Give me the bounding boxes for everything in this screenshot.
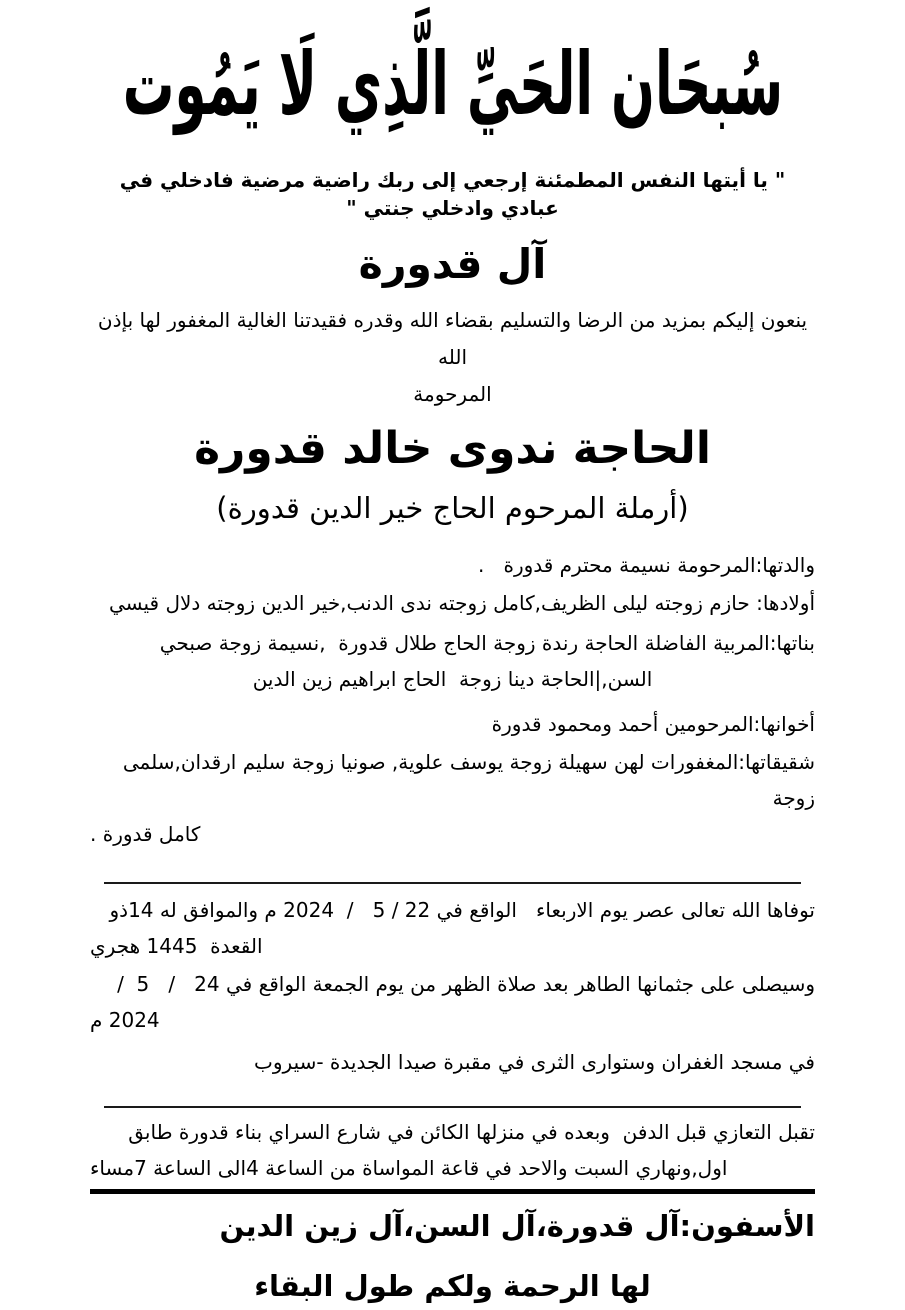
- calligraphy-text: سُبحَان الحَيِّ الَّذِي لَا يَمُوت: [122, 34, 783, 136]
- family-title: آل قدورة: [358, 240, 547, 288]
- deceased-name: الحاجة ندوى خالد قدورة: [194, 423, 711, 474]
- widow-of-line: (أرملة المرحوم الحاج خير الدين قدورة): [216, 491, 689, 525]
- sons-line: أولادها: حازم زوجته ليلى الظريف,كامل زوجته ندى الدنب,خير الدين زوجته دلال قيسي: [108, 591, 815, 615]
- sisters-line2: كامل قدورة .: [90, 822, 201, 846]
- obituary-page: [0, 12, 905, 1303]
- calligraphy-header: [90, 12, 815, 160]
- sisters-line1: شقيقاتها:المغفورات لهن سهيلة زوجة يوسف علوية, صونيا زوجة سليم ارقدان,سلمى زوجة: [116, 750, 815, 810]
- quran-verse: " يا أيتها النفس المطمئنة إرجعي إلى ربك راضية مرضية فادخلي في عبادي وادخلي جنتي ": [112, 168, 786, 220]
- daughters-line1: بناتها:المربية الفاضلة الحاجة رندة زوجة الحاج طلال قدورة ,نسيمة زوجة صبحي: [159, 631, 815, 655]
- divider-middle: [104, 1106, 801, 1108]
- brothers-line: أخوانها:المرحومين أحمد ومحمود قدورة: [491, 712, 815, 736]
- mother-line: والدتها:المرحومة نسيمة محترم قدورة .: [478, 553, 815, 577]
- condolences-line2: اول,ونهاري السبت والاحد في قاعة المواساة من الساعة 4الى الساعة 7مساء: [90, 1156, 728, 1180]
- mourners-line: الأسفون:آل قدورة،آل السن،آل زين الدين: [219, 1209, 815, 1243]
- announcement-line2: المرحومة: [413, 382, 492, 406]
- divider-bottom-thick: [90, 1189, 815, 1194]
- announcement-line1: ينعون إليكم بمزيد من الرضا والتسليم بقضاء الله وقدره فقيدتنا الغالية المغفور لها بإذن الله: [91, 308, 808, 369]
- burial-line: في مسجد الغفران وستوارى الثرى في مقبرة صيدا الجديدة -سيروب: [254, 1050, 815, 1074]
- death-date-line2: القعدة 1445 هجري: [90, 934, 263, 958]
- daughters-line2: السن,|الحاجة دينا زوجة الحاج ابراهيم زين الدين: [252, 667, 653, 691]
- closing-line: لها الرحمة ولكم طول البقاء: [254, 1269, 651, 1303]
- divider-top: [104, 882, 801, 884]
- condolences-line1: تقبل التعازي قبل الدفن وبعده في منزلها الكائن في شارع السراي بناء قدورة طابق: [128, 1120, 815, 1144]
- death-date-line1: توفاها الله تعالى عصر يوم الاربعاء الواقع في 22 / 5 / 2024 م والموافق له 14ذو: [109, 898, 815, 922]
- prayer-line2: 2024 م: [90, 1008, 160, 1032]
- prayer-line1: وسيصلى على جثمانها الطاهر بعد صلاة الظهر من يوم الجمعة الواقع في 24 / 5 /: [117, 972, 815, 996]
